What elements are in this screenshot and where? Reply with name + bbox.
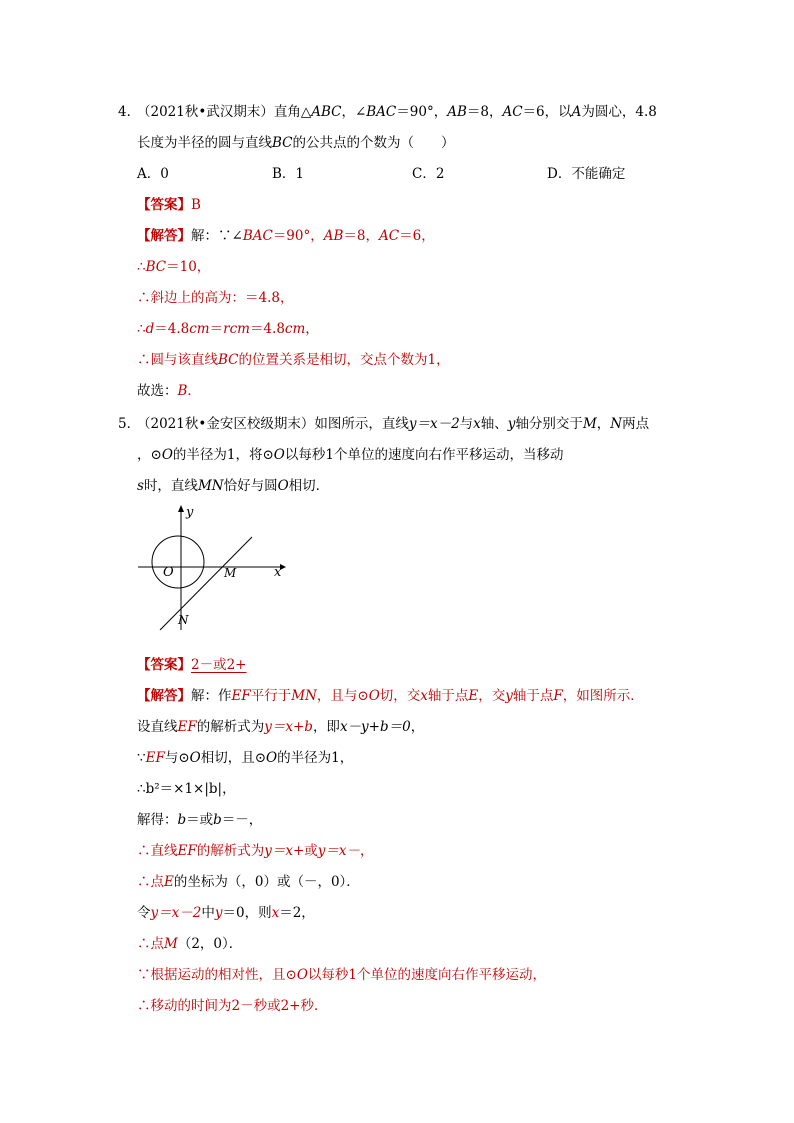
option-a: A．0 <box>137 166 169 182</box>
question-5-solution-line-2: 设直线EF的解析式为y＝x+b，即x－y+b＝0， <box>137 719 425 735</box>
question-4-solution-line-1: 【解答】解：∵∠BAC＝90°，AB＝8，AC＝6， <box>137 228 435 244</box>
question-5-line-2: ，⊙O的半径为1，将⊙O以每秒1个单位的速度向右作平移运动，当移动 <box>137 447 564 463</box>
question-4-solution-line-6: 故选：B． <box>137 383 201 399</box>
label-m: M <box>224 566 237 580</box>
question-5-solution-line-4: ∴b²＝×1×|b|， <box>137 781 236 797</box>
question-5-solution-line-9: ∴点M（2，0）． <box>137 936 243 952</box>
option-d: D．不能确定 <box>547 166 626 182</box>
question-4-number: 4． <box>118 104 141 120</box>
label-o: O <box>163 565 174 580</box>
question-5-solution-line-7: ∴点E的坐标为（，0）或（－，0）． <box>137 874 360 890</box>
question-4-solution-line-5: ∴圆与该直线BC的位置关系是相切，交点个数为1， <box>137 352 450 368</box>
label-n: N <box>178 613 189 627</box>
question-5-answer: 【答案】2－或2+ <box>137 657 247 673</box>
question-5-solution-line-6: ∴直线EF的解析式为y＝x+或y＝x－， <box>137 843 374 859</box>
option-c: C．2 <box>412 166 445 182</box>
question-5-solution-line-5: 解得：b＝或b＝－， <box>137 812 263 828</box>
question-5-line-1: （2021秋•金安区校级期末）如图所示，直线y＝x－2与x轴、y轴分别交于M，N两点 <box>137 416 650 432</box>
label-x: x <box>274 565 282 580</box>
question-4-solution-line-3: ∴斜边上的高为：＝4.8， <box>137 290 294 306</box>
option-b: B．1 <box>272 166 305 182</box>
line-mn <box>160 537 252 630</box>
question-5-line-3: s时，直线MN恰好与圆O相切． <box>137 478 330 494</box>
question-5-number: 5． <box>118 416 141 432</box>
coordinate-figure <box>130 500 295 640</box>
question-5-solution-line-11: ∴移动的时间为2－秒或2+秒． <box>137 998 328 1014</box>
question-4-solution-line-4: ∴d＝4.8cm＝rcm＝4.8cm， <box>137 321 319 337</box>
question-5-solution-line-3: ∵EF与⊙O相切，且⊙O的半径为1， <box>137 750 354 766</box>
question-4-line-1: （2021秋•武汉期末）直角△ABC，∠BAC＝90°，AB＝8，AC＝6，以A为圆心，4.8 <box>137 104 657 120</box>
y-axis-arrow <box>178 505 184 512</box>
question-4-solution-line-2: ∴BC＝10， <box>137 259 211 275</box>
question-4-answer: 【答案】B <box>137 197 201 213</box>
circle-o <box>152 536 204 588</box>
question-4-line-2: 长度为半径的圆与直线BC的公共点的个数为（ ） <box>137 135 455 151</box>
question-5-solution-line-1: 【解答】解：作EF平行于MN，且与⊙O切，交x轴于点E，交y轴于点F，如图所示． <box>137 688 644 704</box>
question-5-solution-line-10: ∵根据运动的相对性，且⊙O以每秒1个单位的速度向右作平移运动， <box>137 967 546 983</box>
label-y: y <box>186 505 194 520</box>
question-5-solution-line-8: 令y＝x－2中y＝0，则x＝2， <box>137 905 315 921</box>
